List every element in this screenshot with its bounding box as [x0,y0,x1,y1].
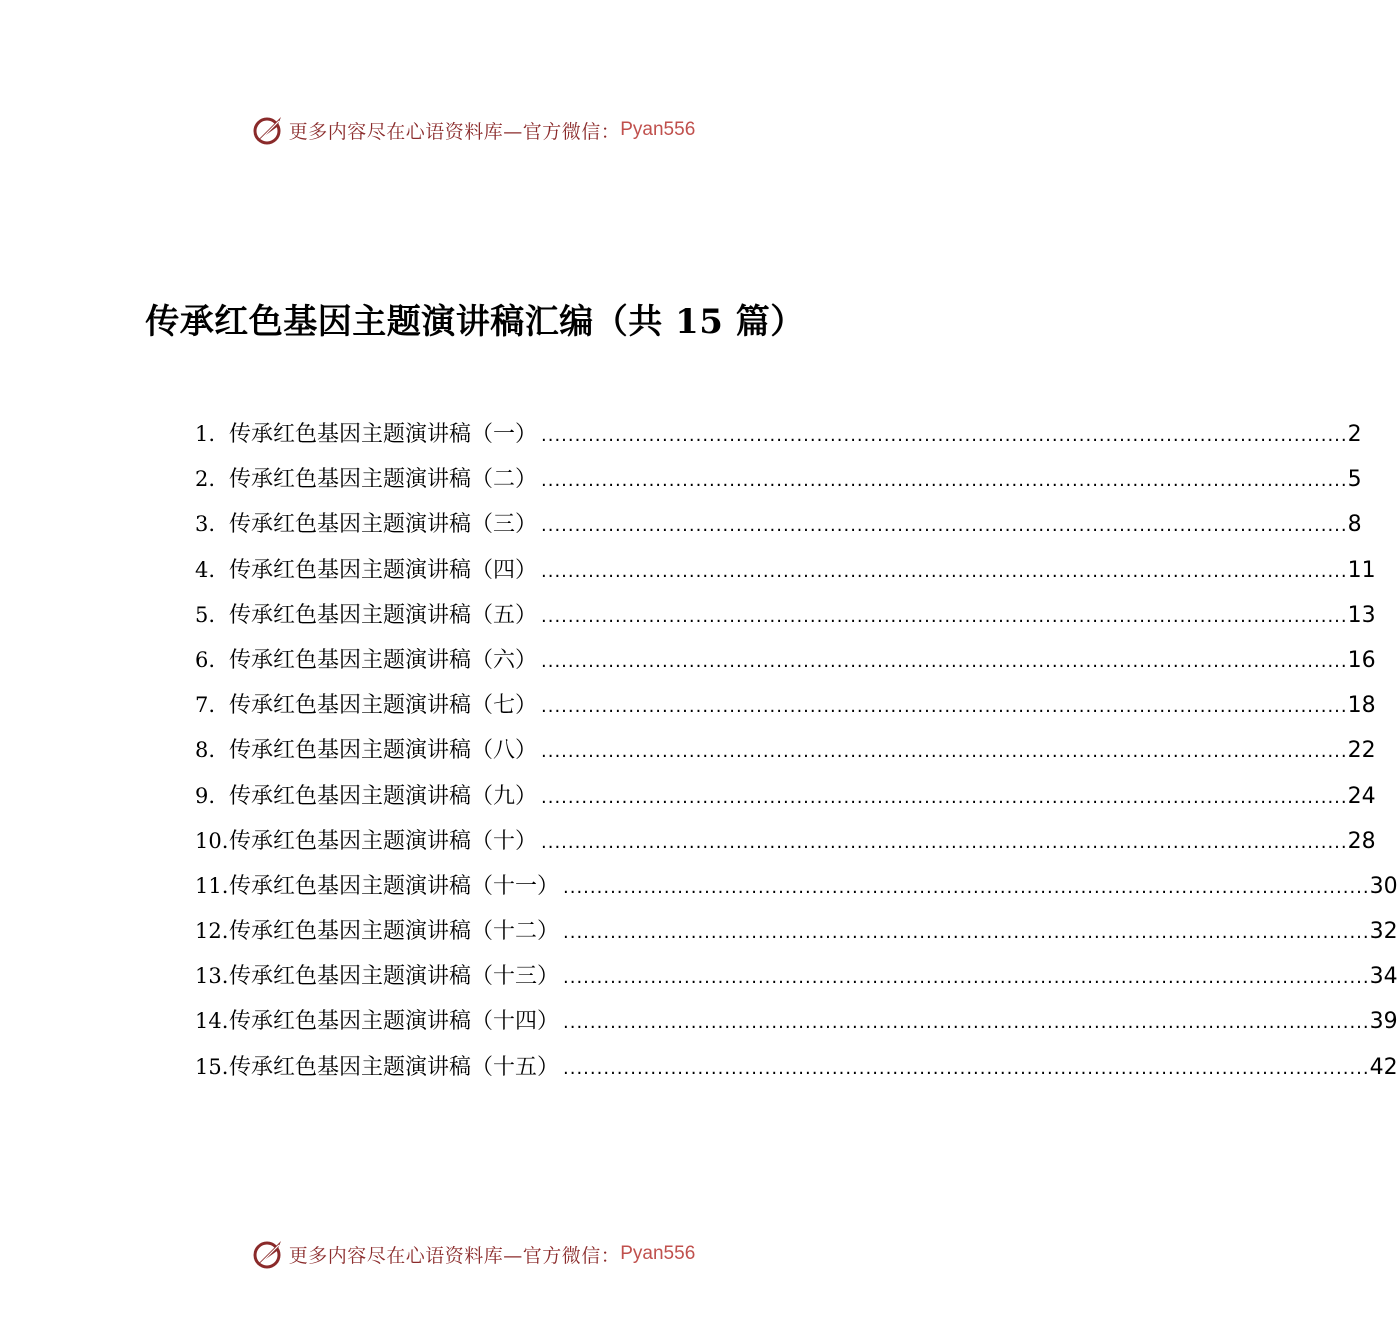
header-banner-text: 更多内容尽在心语资料库—官方微信： [288,120,621,143]
toc-dot-leader: ........................................................................................................................ [563,1012,1370,1034]
toc-entry-number: 10. [195,828,229,853]
toc-entry-page-number: 2 [1347,422,1362,447]
toc-entry-title: 传承红色基因主题演讲稿（十三） [229,964,560,990]
toc-entry-number: 11. [195,873,229,898]
footer-banner-text: 更多内容尽在心语资料库—官方微信： [288,1244,621,1267]
toc-entry-page-number: 18 [1347,693,1376,719]
toc-entry-number: 12. [195,919,229,944]
toc-entry-page-number: 16 [1347,647,1376,673]
toc-entry-number: 9. [195,783,216,808]
header-banner [0,110,950,150]
toc-dot-leader: ........................................................................................................................ [541,605,1348,627]
toc-dot-leader: ........................................................................................................................ [541,831,1348,853]
toc-entry-title: 传承红色基因主题演讲稿（一） [229,422,538,447]
toc-entry-number: 6. [195,647,216,672]
toc-entry[interactable] [195,909,1398,954]
toc-dot-leader: ........................................................................................................................ [563,876,1370,898]
header-wechat-id: Pyan556 [620,119,696,140]
toc-entry[interactable] [195,864,1398,909]
quill-pen-logo-icon [251,113,285,147]
toc-entry[interactable] [195,1045,1398,1090]
toc-entry-page-number: 39 [1369,1009,1398,1035]
toc-entry-page-number: 42 [1369,1054,1398,1080]
toc-entry-title: 传承红色基因主题演讲稿（七） [229,693,538,719]
toc-entry-page-number: 30 [1369,873,1398,899]
header-banner-content [251,113,696,147]
toc-entry[interactable] [195,728,1376,773]
footer-wechat-id: Pyan556 [620,1243,696,1264]
toc-dot-leader: ........................................................................................................................ [541,741,1348,763]
toc-entry-number: 4. [195,557,216,582]
toc-entry[interactable] [195,774,1376,819]
toc-entry-number: 2. [195,467,216,492]
toc-dot-leader: ........................................................................................................................ [563,922,1370,944]
toc-entry-page-number: 8 [1347,512,1362,538]
toc-entry-number: 1. [195,422,216,446]
quill-pen-logo-icon [251,1237,285,1271]
document-title: 传承红色基因主题演讲稿汇编（共 15 篇） [145,302,805,342]
toc-dot-leader: ........................................................................................................................ [541,786,1348,808]
toc-entry-title: 传承红色基因主题演讲稿（二） [229,467,538,493]
toc-entry[interactable] [195,819,1376,864]
toc-entry-page-number: 28 [1347,828,1376,854]
toc-entry-number: 7. [195,693,216,718]
toc-entry[interactable] [195,548,1376,593]
toc-entry-number: 5. [195,602,216,627]
toc-entry-title: 传承红色基因主题演讲稿（十） [229,828,538,854]
toc-entry-title: 传承红色基因主题演讲稿（六） [229,647,538,673]
toc-entry-page-number: 13 [1347,602,1376,628]
toc-dot-leader: ........................................................................................................................ [541,515,1348,537]
toc-entry-title: 传承红色基因主题演讲稿（十二） [229,919,560,945]
toc-dot-leader: ........................................................................................................................ [563,967,1370,989]
toc-entry-title: 传承红色基因主题演讲稿（三） [229,512,538,538]
toc-entry[interactable] [195,954,1398,999]
toc-dot-leader: ........................................................................................................................ [541,560,1348,582]
footer-banner-content [251,1237,696,1271]
toc-entry-title: 传承红色基因主题演讲稿（八） [229,738,538,764]
toc-entry-title: 传承红色基因主题演讲稿（五） [229,602,538,628]
footer-banner [0,1234,950,1274]
toc-dot-leader: ........................................................................................................................ [563,1057,1370,1079]
toc-entry-page-number: 11 [1347,557,1376,583]
toc-entry[interactable] [195,683,1376,728]
toc-entry-page-number: 34 [1369,964,1398,990]
toc-entry[interactable] [195,593,1376,638]
toc-entry[interactable] [195,412,1362,457]
toc-entry-title: 传承红色基因主题演讲稿（十五） [229,1054,560,1080]
toc-dot-leader: ........................................................................................................................ [541,696,1348,718]
table-of-contents [195,412,1398,1090]
toc-entry[interactable] [195,638,1376,683]
toc-entry[interactable] [195,999,1398,1044]
toc-dot-leader: ........................................................................................................................ [541,470,1348,492]
toc-entry-title: 传承红色基因主题演讲稿（十四） [229,1009,560,1035]
toc-dot-leader: ........................................................................................................................ [541,425,1348,446]
toc-entry-title: 传承红色基因主题演讲稿（四） [229,557,538,583]
toc-dot-leader: ........................................................................................................................ [541,650,1348,672]
toc-entry-number: 14. [195,1009,229,1034]
toc-entry-page-number: 22 [1347,738,1376,764]
toc-entry-number: 3. [195,512,216,537]
toc-entry-title: 传承红色基因主题演讲稿（九） [229,783,538,809]
toc-entry-number: 13. [195,964,229,989]
toc-entry-number: 15. [195,1054,229,1079]
toc-entry-page-number: 24 [1347,783,1376,809]
toc-entry-page-number: 32 [1369,919,1398,945]
toc-entry[interactable] [195,502,1362,547]
toc-entry-title: 传承红色基因主题演讲稿（十一） [229,873,560,899]
toc-entry-number: 8. [195,738,216,763]
toc-entry-page-number: 5 [1347,467,1362,493]
toc-entry[interactable] [195,457,1362,502]
